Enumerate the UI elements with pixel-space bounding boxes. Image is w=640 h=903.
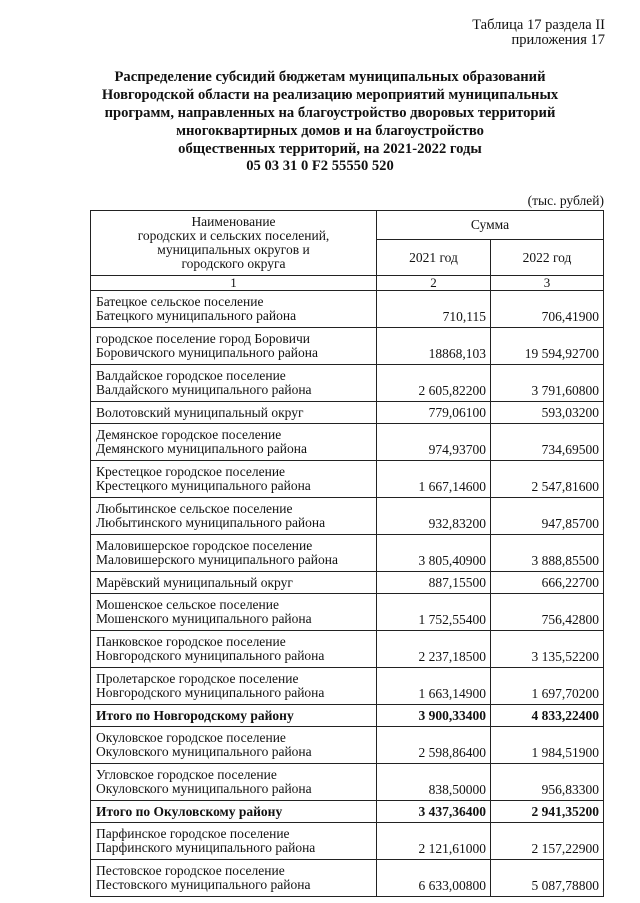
table-row — [91, 291, 604, 328]
cell-name-line: Боровичского муниципального района — [96, 345, 318, 360]
cell-2022: 734,69500 — [491, 424, 604, 461]
cell-2022: 2 941,35200 — [491, 801, 604, 823]
table-row — [91, 365, 604, 402]
table-row — [91, 860, 604, 897]
table-row — [91, 764, 604, 801]
title-line: Распределение субсидий бюджетам муниципальных образований — [114, 69, 546, 85]
cell-2022: 2 547,81600 — [491, 461, 604, 498]
table-row — [91, 498, 604, 535]
subsidy-table — [90, 210, 604, 897]
table-row — [91, 727, 604, 764]
table-row — [91, 424, 604, 461]
cell-2021: 3 437,36400 — [377, 801, 491, 823]
cell-2022: 956,83300 — [491, 764, 604, 801]
cell-2021: 6 633,00800 — [377, 860, 491, 897]
note-line-table: Таблица 17 раздела II — [472, 17, 605, 33]
cell-2021: 2 598,86400 — [377, 727, 491, 764]
budget-classification-code: 05 03 31 0 F2 55550 520 — [246, 158, 394, 174]
cell-name — [91, 461, 377, 498]
cell-2022: 5 087,78800 — [491, 860, 604, 897]
header-name-line: городского округа — [181, 256, 286, 271]
cell-name-line: Маловишерского муниципального района — [96, 552, 338, 567]
table-reference-note — [472, 18, 605, 48]
cell-name-line: Волотовский муниципальный округ — [96, 404, 304, 420]
cell-name — [91, 535, 377, 572]
cell-2022: 3 135,52200 — [491, 631, 604, 668]
table-total-row — [91, 801, 604, 823]
cell-name-line: Крестецкое городское поселение — [96, 464, 286, 479]
cell-2021: 779,06100 — [377, 402, 491, 424]
cell-name-line: Демянское городское поселение — [96, 427, 282, 442]
table-row — [91, 594, 604, 631]
cell-name — [91, 727, 377, 764]
cell-name-line: Итого по Окуловскому району — [96, 803, 283, 819]
cell-2022: 19 594,92700 — [491, 328, 604, 365]
cell-name-line: Маловишерское городское поселение — [96, 538, 313, 553]
cell-name-line: Пестовское городское поселение — [96, 863, 285, 878]
cell-2021: 2 121,61000 — [377, 823, 491, 860]
cell-name-line: Пролетарское городское поселение — [96, 671, 299, 686]
cell-2021: 2 237,18500 — [377, 631, 491, 668]
note-line-appendix: приложения 17 — [511, 32, 605, 48]
column-number: 3 — [491, 276, 604, 291]
header-name-line: Наименование — [191, 214, 276, 229]
cell-name-line: Батецкое сельское поселение — [96, 294, 264, 309]
cell-name — [91, 668, 377, 705]
cell-name-line: Демянского муниципального района — [96, 441, 307, 456]
cell-name-line: Любытинского муниципального района — [96, 515, 326, 530]
cell-2022: 1 697,70200 — [491, 668, 604, 705]
cell-2022: 4 833,22400 — [491, 705, 604, 727]
cell-name-line: Крестецкого муниципального района — [96, 478, 311, 493]
cell-2022: 2 157,22900 — [491, 823, 604, 860]
cell-name-line: Батецкого муниципального района — [96, 308, 297, 323]
cell-name-line: городское поселение город Боровичи — [96, 331, 311, 346]
cell-name-line: Марёвский муниципальный округ — [96, 574, 293, 590]
title-line: общественных территорий, на 2021-2022 годы — [178, 141, 482, 157]
cell-name-line: Валдайского муниципального района — [96, 382, 312, 397]
cell-name — [91, 328, 377, 365]
cell-2021: 2 605,82200 — [377, 365, 491, 402]
cell-2021: 932,83200 — [377, 498, 491, 535]
cell-2022: 3 791,60800 — [491, 365, 604, 402]
cell-name-line: Мошенского муниципального района — [96, 611, 312, 626]
header-name-line: муниципальных округов и — [157, 242, 310, 257]
table-row — [91, 402, 604, 424]
table-row — [91, 535, 604, 572]
cell-name — [91, 631, 377, 668]
table-row — [91, 668, 604, 705]
cell-2021: 974,93700 — [377, 424, 491, 461]
table-row — [91, 631, 604, 668]
cell-2021: 3 900,33400 — [377, 705, 491, 727]
table-row — [91, 823, 604, 860]
cell-name-line: Панковское городское поселение — [96, 634, 286, 649]
column-number: 2 — [377, 276, 491, 291]
column-header-2022: 2022 год — [491, 240, 604, 276]
units-label: (тыс. рублей) — [527, 193, 604, 208]
table-row — [91, 328, 604, 365]
column-header-sum: Сумма — [377, 211, 604, 240]
column-number: 1 — [91, 276, 377, 291]
title-line: многоквартирных домов и на благоустройство — [176, 123, 484, 139]
header-name-line: городских и сельских поселений, — [137, 228, 330, 243]
cell-name-line: Угловское городское поселение — [96, 767, 277, 782]
cell-2021: 838,50000 — [377, 764, 491, 801]
cell-name-line: Парфинское городское поселение — [96, 826, 290, 841]
title-line: программ, направленных на благоустройство дворовых территорий — [104, 105, 556, 121]
cell-name — [91, 801, 377, 823]
table-row — [91, 461, 604, 498]
cell-name-line: Любытинское сельское поселение — [96, 501, 293, 516]
cell-2021: 1 752,55400 — [377, 594, 491, 631]
cell-2021: 1 667,14600 — [377, 461, 491, 498]
cell-name-line: Итого по Новгородскому району — [96, 707, 294, 723]
cell-name — [91, 764, 377, 801]
cell-name — [91, 860, 377, 897]
cell-name-line: Окуловского муниципального района — [96, 744, 312, 759]
document-title — [70, 68, 590, 158]
cell-2022: 3 888,85500 — [491, 535, 604, 572]
cell-2021: 887,15500 — [377, 572, 491, 594]
cell-2022: 706,41900 — [491, 291, 604, 328]
cell-2022: 593,03200 — [491, 402, 604, 424]
cell-2022: 756,42800 — [491, 594, 604, 631]
column-header-name — [91, 211, 377, 276]
column-header-2021: 2021 год — [377, 240, 491, 276]
cell-2021: 710,115 — [377, 291, 491, 328]
cell-name-line: Валдайское городское поселение — [96, 368, 286, 383]
cell-2021: 18868,103 — [377, 328, 491, 365]
cell-2022: 666,22700 — [491, 572, 604, 594]
cell-name — [91, 365, 377, 402]
table-total-row — [91, 705, 604, 727]
cell-name — [91, 572, 377, 594]
title-line: Новгородской области на реализацию мероприятий муниципальных — [101, 87, 559, 103]
table-row — [91, 572, 604, 594]
cell-name-line: Новгородского муниципального района — [96, 685, 325, 700]
cell-2022: 1 984,51900 — [491, 727, 604, 764]
cell-name-line: Новгородского муниципального района — [96, 648, 325, 663]
cell-name — [91, 402, 377, 424]
cell-name-line: Окуловское городское поселение — [96, 730, 286, 745]
cell-name — [91, 424, 377, 461]
cell-2021: 1 663,14900 — [377, 668, 491, 705]
cell-name — [91, 823, 377, 860]
cell-name-line: Мошенское сельское поселение — [96, 597, 279, 612]
cell-name — [91, 291, 377, 328]
cell-name — [91, 594, 377, 631]
cell-name-line: Окуловского муниципального района — [96, 781, 312, 796]
cell-2021: 3 805,40900 — [377, 535, 491, 572]
cell-name-line: Парфинского муниципального района — [96, 840, 316, 855]
cell-name — [91, 498, 377, 535]
cell-2022: 947,85700 — [491, 498, 604, 535]
cell-name-line: Пестовского муниципального района — [96, 877, 311, 892]
cell-name — [91, 705, 377, 727]
